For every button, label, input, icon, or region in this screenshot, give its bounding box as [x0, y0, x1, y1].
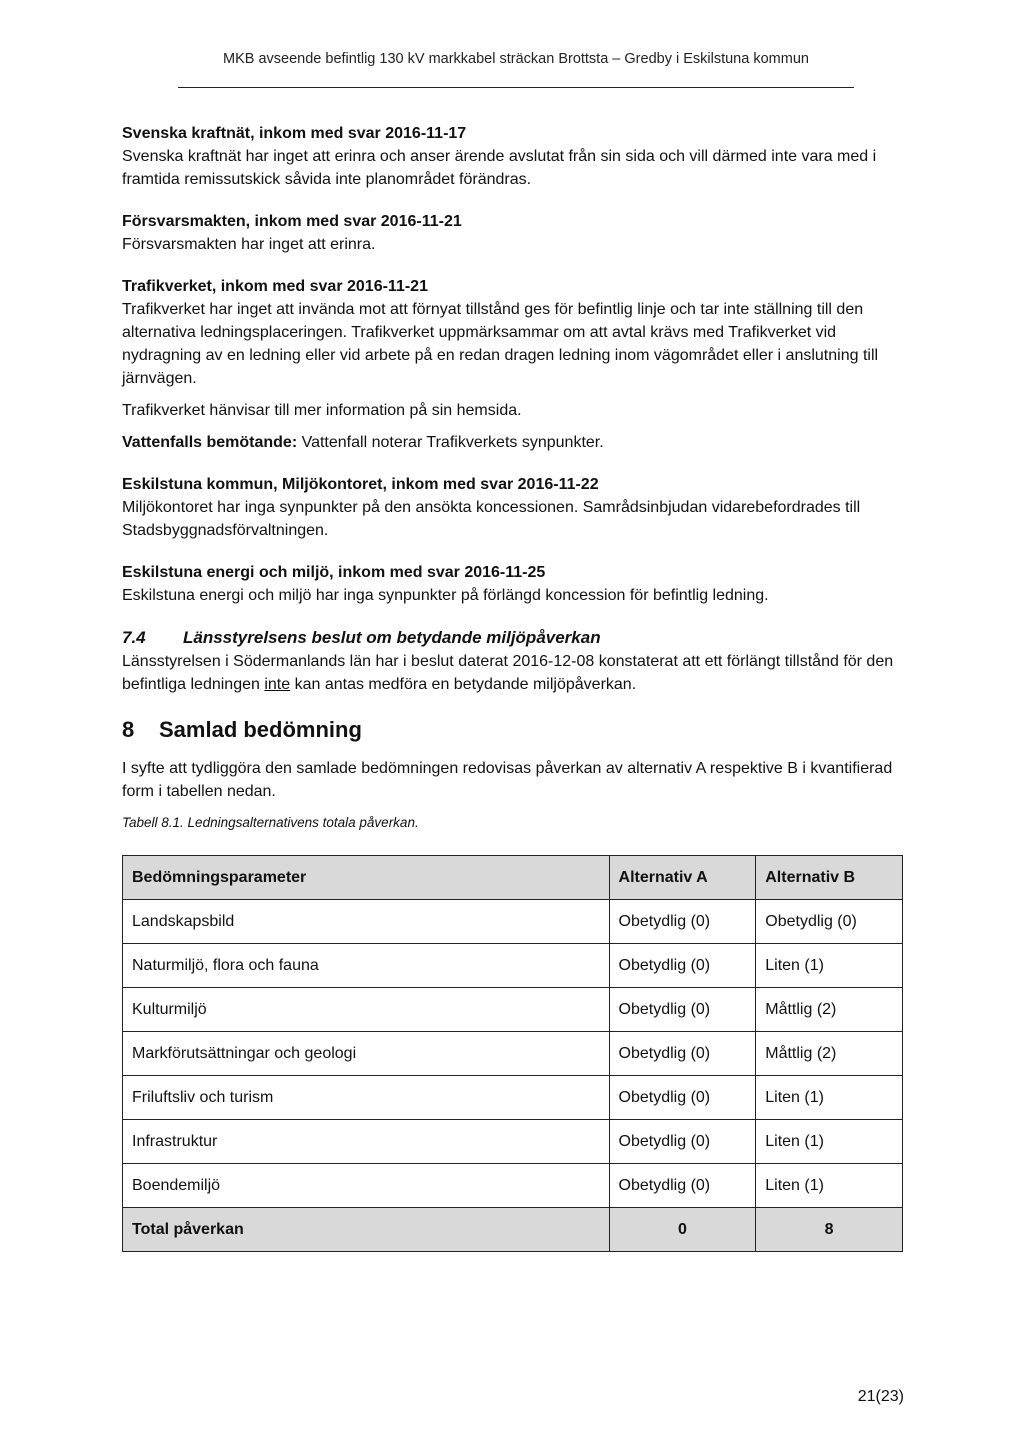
- header-alt-b: Alternativ B: [756, 856, 903, 900]
- section-8-title: Samlad bedömning: [159, 717, 362, 742]
- text-before: Länsstyrelsen i Södermanlands län har i beslut daterat 2016-12-08 konstaterat att ett förlängt tillstånd för den befintliga ledningen: [122, 653, 894, 693]
- cell-parameter: Friluftsliv och turism: [123, 1076, 610, 1120]
- cell-parameter: Kulturmiljö: [123, 988, 610, 1032]
- cell-alt-a: Obetydlig (0): [609, 900, 756, 944]
- header-alt-a: Alternativ A: [609, 856, 756, 900]
- cell-alt-b: Liten (1): [756, 1164, 903, 1208]
- cell-parameter: Boendemiljö: [123, 1164, 610, 1208]
- cell-alt-b: Liten (1): [756, 944, 903, 988]
- section-7-4-title: Länsstyrelsens beslut om betydande miljöpåverkan: [183, 628, 601, 647]
- tv-text-2: Trafikverket hänvisar till mer information på sin hemsida.: [122, 402, 522, 419]
- cell-alt-b: Liten (1): [756, 1120, 903, 1164]
- cell-alt-a: Obetydlig (0): [609, 988, 756, 1032]
- eem-heading: Eskilstuna energi och miljö, inkom med svar 2016-11-25: [122, 564, 546, 581]
- cell-alt-b: Liten (1): [756, 1076, 903, 1120]
- section-8-number: 8: [122, 717, 135, 742]
- cell-parameter: Landskapsbild: [123, 900, 610, 944]
- total-alt-b: 8: [756, 1208, 903, 1252]
- table-caption: Tabell 8.1. Ledningsalternativens totala påverkan.: [122, 815, 419, 830]
- svk-text: Svenska kraftnät har inget att erinra och anser ärende avslutat från sin sida och vill därmed inte vara med i framtida remissutskick såvida inte planområdet förändras.: [122, 148, 877, 188]
- tv-response: [122, 275, 912, 454]
- fm-response: [122, 210, 912, 256]
- header-parameter: Bedömningsparameter: [123, 856, 610, 900]
- page-header: MKB avseende befintlig 130 kV markkabel sträckan Brottsta – Gredby i Eskilstuna kommun: [223, 51, 809, 67]
- ek-heading: Eskilstuna kommun, Miljökontoret, inkom med svar 2016-11-22: [122, 476, 599, 493]
- eem-response: [122, 561, 912, 607]
- tv-text-1: Trafikverket har inget att invända mot att förnyat tillstånd ges för befintlig linje och tar inte ställning till den alternativa ledningsplaceringen. Trafikverket uppmärksammar om att avtal krävs med Trafikverket vid nydragning av en ledning eller vid arbete på en redan dragen ledning inom vägområdet eller i anslutning till järnvägen.: [122, 301, 879, 387]
- table-row: [123, 1032, 903, 1076]
- cell-alt-a: Obetydlig (0): [609, 1120, 756, 1164]
- section-8: [122, 715, 912, 832]
- eem-text: Eskilstuna energi och miljö har inga synpunkter på förlängd koncession för befintlig ledning.: [122, 587, 769, 604]
- total-alt-a: 0: [609, 1208, 756, 1252]
- table-total-row: [123, 1208, 903, 1252]
- table-row: [123, 1164, 903, 1208]
- fm-heading: Försvarsmakten, inkom med svar 2016-11-21: [122, 213, 462, 230]
- table-header-row: [123, 856, 903, 900]
- vf-text: Vattenfall noterar Trafikverkets synpunkter.: [297, 434, 604, 451]
- cell-alt-a: Obetydlig (0): [609, 1164, 756, 1208]
- assessment-table: [122, 855, 903, 1252]
- section-7-4: [122, 626, 912, 696]
- cell-parameter: Naturmiljö, flora och fauna: [123, 944, 610, 988]
- fm-text: Försvarsmakten har inget att erinra.: [122, 236, 376, 253]
- page-number: 21(23): [857, 1388, 904, 1405]
- cell-alt-a: Obetydlig (0): [609, 1032, 756, 1076]
- cell-alt-a: Obetydlig (0): [609, 944, 756, 988]
- cell-parameter: Markförutsättningar och geologi: [123, 1032, 610, 1076]
- cell-alt-b: Obetydlig (0): [756, 900, 903, 944]
- header-divider: [178, 87, 854, 88]
- table-row: [123, 944, 903, 988]
- cell-parameter: Infrastruktur: [123, 1120, 610, 1164]
- section-8-intro: I syfte att tydliggöra den samlade bedömningen redovisas påverkan av alternativ A respektive B i kvantifierad form i tabellen nedan.: [122, 760, 893, 800]
- section-8-heading: [122, 715, 912, 745]
- document-body: [122, 122, 912, 832]
- cell-alt-b: Måttlig (2): [756, 988, 903, 1032]
- table-body: [123, 900, 903, 1208]
- vf-comment: [122, 431, 912, 454]
- ek-response: [122, 473, 912, 542]
- svk-heading: Svenska kraftnät, inkom med svar 2016-11-17: [122, 125, 467, 142]
- section-7-4-number: 7.4: [122, 628, 146, 647]
- cell-alt-a: Obetydlig (0): [609, 1076, 756, 1120]
- text-after: kan antas medföra en betydande miljöpåverkan.: [290, 676, 637, 693]
- cell-alt-b: Måttlig (2): [756, 1032, 903, 1076]
- table-row: [123, 1076, 903, 1120]
- table-row: [123, 988, 903, 1032]
- vf-label: Vattenfalls bemötande:: [122, 434, 298, 451]
- section-7-4-text: [122, 650, 912, 696]
- underlined-word: inte: [264, 676, 291, 693]
- table-row: [123, 900, 903, 944]
- section-7-4-heading: [122, 626, 912, 650]
- table-row: [123, 1120, 903, 1164]
- svk-response: [122, 122, 912, 191]
- tv-heading: Trafikverket, inkom med svar 2016-11-21: [122, 278, 428, 295]
- total-label: Total påverkan: [123, 1208, 610, 1252]
- ek-text: Miljökontoret har inga synpunkter på den ansökta koncessionen. Samrådsinbjudan vidarebefordrades till Stadsbyggnadsförvaltningen.: [122, 499, 861, 539]
